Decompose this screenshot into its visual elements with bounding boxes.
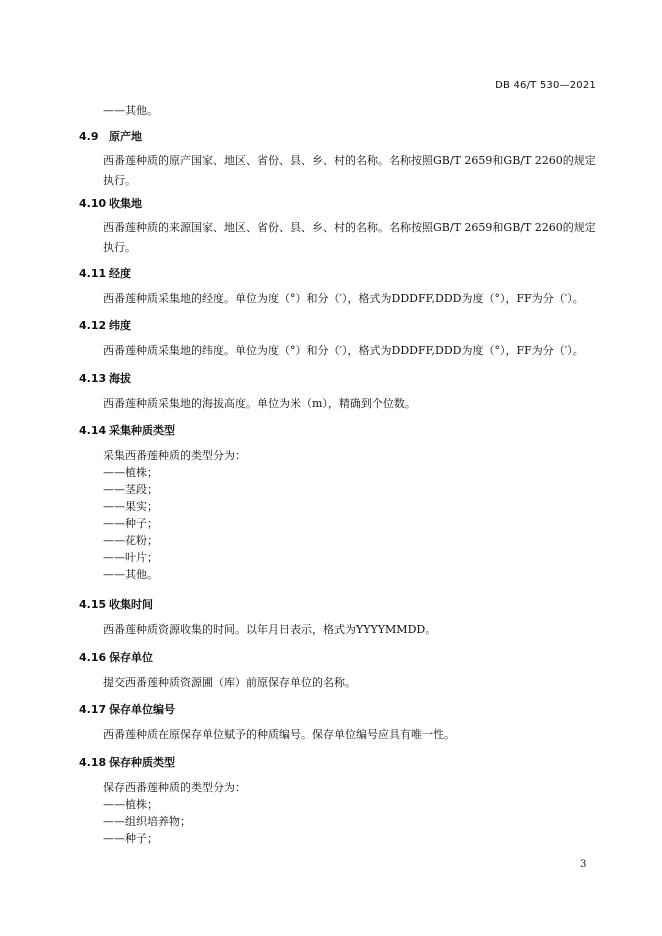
section-paragraph: 西番莲种质在原保存单位赋予的种质编号。保存单位编号应具有唯一性。 (103, 728, 455, 741)
list-item: ——其他。 (103, 568, 158, 581)
section-lead: 采集西番莲种质的类型分为： (103, 449, 246, 462)
section-title: 保存单位编号 (109, 703, 175, 716)
section-title: 收集时间 (109, 598, 153, 611)
section-number: 4.15 (79, 598, 107, 611)
list-item: ——叶片； (103, 551, 158, 564)
section-title: 保存种质类型 (109, 756, 175, 769)
section-heading (79, 197, 142, 210)
section-heading (79, 598, 153, 611)
section-paragraph: 提交西番莲种质资源圃（库）前原保存单位的名称。 (103, 676, 356, 689)
list-item: ——种子； (103, 517, 158, 530)
section-title: 原产地 (109, 130, 142, 143)
document-code: DB 46/T 530—2021 (495, 80, 596, 91)
section-title: 采集种质类型 (109, 424, 175, 437)
section-title: 收集地 (109, 197, 142, 210)
section-paragraph: 西番莲种质的原产国家、地区、省份、县、乡、村的名称。名称按照GB/T 2659和GB/T 2260的规定执行。 (103, 154, 596, 187)
list-item: ——茎段； (103, 483, 158, 496)
section-title: 经度 (109, 267, 131, 280)
section-heading (79, 424, 175, 437)
list-item: ——果实； (103, 500, 158, 513)
section-paragraph: 西番莲种质采集地的海拔高度。单位为米（m），精确到个位数。 (103, 397, 416, 410)
section-number: 4.13 (79, 372, 107, 385)
section-number: 4.12 (79, 319, 107, 332)
section-number: 4.14 (79, 424, 107, 437)
section-heading (79, 756, 175, 769)
list-item: ——花粉； (103, 534, 158, 547)
list-item: ——种子； (103, 832, 158, 845)
section-title: 海拔 (109, 372, 131, 385)
section-title: 纬度 (109, 319, 131, 332)
section-number: 4.16 (79, 651, 107, 664)
section-number: 4.17 (79, 703, 107, 716)
section-paragraph: 西番莲种质的来源国家、地区、省份、县、乡、村的名称。名称按照GB/T 2659和GB/T 2260的规定执行。 (103, 221, 596, 254)
section-heading (79, 703, 175, 716)
section-heading (79, 319, 131, 332)
section-number: 4.10 (79, 197, 107, 210)
section-lead: 保存西番莲种质的类型分为： (103, 781, 246, 794)
section-paragraph: 西番莲种质采集地的经度。单位为度（°）和分（′），格式为DDDFF,DDD为度（°），FF为分（′）。 (103, 292, 584, 305)
list-item: ——其他。 (103, 104, 158, 117)
section-heading (79, 651, 153, 664)
section-heading (79, 130, 142, 143)
section-paragraph: 西番莲种质资源收集的时间。以年月日表示，格式为YYYYMMDD。 (103, 623, 437, 636)
section-number: 4.11 (79, 267, 107, 280)
section-title: 保存单位 (109, 651, 153, 664)
list-item: ——植株； (103, 466, 158, 479)
section-heading (79, 267, 131, 280)
section-number: 4.18 (79, 756, 107, 769)
section-paragraph: 西番莲种质采集地的纬度。单位为度（°）和分（′），格式为DDDFF,DDD为度（°），FF为分（′）。 (103, 344, 584, 357)
page-number: 3 (580, 859, 587, 870)
section-number: 4.9 (79, 130, 99, 143)
section-heading (79, 372, 131, 385)
list-item: ——植株； (103, 798, 158, 811)
list-item: ——组织培养物； (103, 815, 191, 828)
